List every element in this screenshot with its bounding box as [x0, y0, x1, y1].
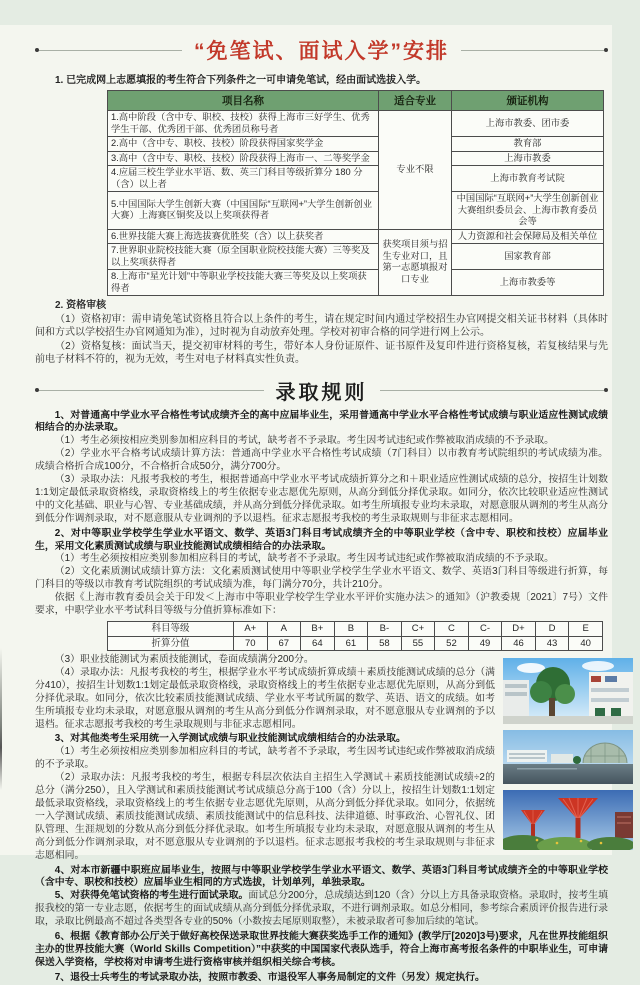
score-row-label: 折算分值: [108, 636, 234, 651]
grade-cell: C+: [401, 622, 435, 637]
grade-cell: B: [334, 622, 368, 637]
grade-cell: D: [535, 622, 569, 637]
brochure-page: [0, 25, 612, 983]
grade-cell: C: [435, 622, 469, 637]
grade-cell: B+: [301, 622, 335, 637]
major-scope-cell: 专业不限: [379, 111, 452, 230]
rule-paragraph: （2）学业水平合格考试成绩计算方法：普通高中学业水平合格性考试成绩（7门科目）以市教育考试院组织的考试成绩为准。成绩合格折合成100分，不合格折合成50分，满分700分。: [35, 448, 608, 473]
page-content: [0, 25, 612, 985]
red-supertree-sculptures-photo: [503, 790, 633, 850]
score-cell: 52: [435, 636, 469, 651]
score-cell: 46: [502, 636, 536, 651]
condition-item: 8.上海市“星光计划”中等职业学校技能大赛三等奖及以上奖项获得者: [108, 270, 379, 296]
score-cell: 64: [301, 636, 335, 651]
col-header-item: 项目名称: [108, 91, 379, 111]
condition-item: 5.中国国际大学生创新大赛（中国国际“互联网+”大学生创新创业大赛）上海赛区铜奖及以上奖项获得者: [108, 192, 379, 230]
rule-5-rest: 面试总分200分，总成绩达到120（含）分以上方具备录取资格。录取时，按考生填报我校的第一专业志愿，依据考生的面试成绩从高分到低分择优录取，不进行调剂录取。如总分相同，参考综合素质评价报告进行录取，录取比例最高不超过各类型各专业的50%（小数按去尾原则取整），未被录取者可参加后续的笔试。: [35, 890, 608, 928]
grade-cell: A+: [234, 622, 268, 637]
issuing-org: 上海市教委、团市委: [452, 111, 604, 137]
divider-dot: [604, 388, 608, 392]
table-row: [108, 151, 604, 166]
table-row: [108, 244, 604, 270]
rule-paragraph: 依据《上海市教育委员会关于印发＜上海市中等职业学校学生学业水平评价实施办法＞的通知》（沪教委规〔2021〕7号）文件要求，中职学业水平考试科目等级与分值折算标准如下：: [35, 592, 608, 617]
grade-row: [108, 622, 603, 637]
campus-street-photo: [503, 658, 633, 724]
exemption-conditions-table: [107, 90, 604, 296]
review-paragraph: （2）资格复核：面试当天，提交初审材料的考生，带好本人身份证原件、证书原件及复印件进行资格复核，若复核结果与先前电子材料不符的，视为无效，考生对电子材料真实性负责。: [35, 340, 608, 365]
rule-4-paragraph: 4、对本市新疆中职班应届毕业生，按照与中等职业学校学生学业水平语文、数学、英语3门科目考试成绩齐全的中等职业学校（含中专、职校和技校）应届毕业生相同的方式选拔，计划单列，单独录取。: [35, 864, 608, 889]
table-row: [108, 270, 604, 296]
rule-3-heading: 3、对其他类考生采用统一入学测试成绩与职业技能测试成绩相结合的办法录取。: [54, 733, 406, 745]
table-header-row: [108, 91, 604, 111]
divider-dot: [604, 48, 608, 52]
admission-rules-text: [35, 410, 608, 985]
rule-paragraph: （4）录取办法：凡报考我校的考生，根据学业水平考试成绩折算成绩＋素质技能测试成绩的总分（满分410），按招生计划数1:1划定最低录取资格线，录取资格线上的考生依据专业志愿优先原则，从高分到低分择优录取。如同分，依次比较素质技能测试成绩、学业水平考试所属的数学、英语、语文的成绩。如考生所填报专业均未录取，对愿意服从调剂的考生从高分到低分作调剂录取，对不愿意服从专业调剂的予以退档。征求志愿报考我校的考生录取规则与非征求志愿相同。: [35, 666, 495, 730]
grade-row-label: 科目等级: [108, 622, 234, 637]
condition-item: 6.世界技能大赛上海选拔赛优胜奖（含）以上获奖者: [108, 229, 379, 244]
condition-item: 1.高中阶段（含中专、职校、技校）获得上海市三好学生、优秀学生干部、优秀团干部、优秀团员称号者: [108, 111, 379, 137]
issuing-org: 上海市教委等: [452, 270, 604, 296]
rule-paragraph: （2）文化素质测试成绩计算方法：文化素质测试使用中等职业学校学生学业水平语文、数学、英语3门科目等级进行折算，每门科目的等级以市教育考试院组织的考试成绩为准，每门满分70分，共计210分。: [35, 566, 608, 591]
table-row: [108, 137, 604, 152]
issuing-org: 人力资源和社会保障局及相关单位: [452, 229, 604, 244]
grade-conversion-table: [107, 621, 603, 651]
exemption-intro: 1. 已完成网上志愿填报的考生符合下列条件之一可申请免笔试，经由面试选拔入学。: [55, 75, 427, 86]
grade-cell: C-: [468, 622, 502, 637]
issuing-org: 中国国际“互联网+”大学生创新创业大赛组织委员会、上海市教育委员会等: [452, 192, 604, 230]
divider-line: [380, 390, 605, 391]
score-cell: 67: [267, 636, 301, 651]
issuing-org: 上海市教育考试院: [452, 166, 604, 192]
review-heading: 2. 资格审核: [55, 300, 107, 311]
rule-7-paragraph: 7、退役士兵考生的考试录取办法，按照市教委、市退役军人事务局制定的文件（另发）规定执行。: [54, 971, 485, 983]
review-paragraph: （1）资格初审：需申请免笔试资格且符合以上条件的考生，请在规定时间内通过学校招生办官网提交相关证书材料（具体时间和方式以学校招生办官网通知为准），过时视为自动放弃处理。学校对初审合格的同学进行网上公示。: [35, 313, 608, 338]
score-cell: 49: [468, 636, 502, 651]
exemption-section-title-row: [35, 35, 608, 65]
grade-cell: B-: [368, 622, 402, 637]
rule-paragraph: （1）考生必须按相应类别参加相应科目的考试，缺考者不予录取，考生因考试违纪或作弊被取消成绩的不予录取。: [35, 746, 495, 771]
issuing-org: 上海市教委: [452, 151, 604, 166]
scan-artifact-line: [0, 648, 2, 790]
rule-5-lead: 5、对获得免笔试资格的考生进行面试录取。: [54, 890, 249, 902]
divider-line: [461, 50, 604, 51]
score-cell: 61: [334, 636, 368, 651]
rule-paragraph: （2）录取办法：凡报考我校的考生，根据专科层次依法自主招生入学测试＋素质技能测试成绩÷2的总分（满分250），且入学测试和素质技能测试考试成绩总分高于100（含）分以上，按招生计划数1:1划定最低录取资格线，录取资格线上的考生依据专业志愿优先原则，从高分到低分择优录取。如同分，依据统一入学测试成绩、素质技能测试成绩、素质技能测试中的信息科技、法律道德、时事政治、心智礼仪、团队管理、生涯规划的分数从高分到低分择优录取。如考生所填报专业均未录取，对愿意服从调剂的考生从高分到低分作调剂录取，对不愿意服从专业调剂的予以退档。征求志愿报考我校的考生录取规则与非征求志愿相同。: [35, 772, 495, 861]
rule-paragraph: （1）考生必须按相应类别参加相应科目的考试，缺考者不予录取。考生因考试违纪或作弊被取消成绩的不予录取。: [54, 435, 555, 447]
table-row: [108, 166, 604, 192]
issuing-org: 国家教育部: [452, 244, 604, 270]
rule-6-paragraph: 6、根据《教育部办公厅关于做好高校保送录取世界技能大赛获奖选手工作的通知》(教学厅[2020]3号)要求，凡在世界技能组织主办的世界技能大赛（World Skills Competition）”中获奖的中国国家代表队选手，符合上海市高考报名条件的中职毕业生，可申请保送入学资格，学校将对申请考生进行资格审核并组织相关综合考核。: [35, 931, 608, 968]
col-header-org: 颁证机构: [452, 91, 604, 111]
score-cell: 58: [368, 636, 402, 651]
grade-cell: A: [267, 622, 301, 637]
major-scope-cell: 获奖项目须与招生专业对口，且第一志愿填报对口专业: [379, 229, 452, 296]
table-row: [108, 111, 604, 137]
grade-cell: D+: [502, 622, 536, 637]
score-cell: 43: [535, 636, 569, 651]
rule-5-paragraph: [35, 890, 608, 929]
issuing-org: 教育部: [452, 137, 604, 152]
rule-1-heading: 1、对普通高中学业水平合格性考试成绩齐全的高中应届毕业生，采用普通高中学业水平合格性考试成绩与职业适应性测试成绩相结合的办法录取。: [35, 409, 608, 434]
score-row: [108, 636, 603, 651]
condition-item: 3.高中（含中专、职校、技校）阶段获得上海市一、二等奖学金: [108, 151, 379, 166]
condition-item: 2.高中（含中专、职校、技校）阶段获得国家奖学金: [108, 137, 379, 152]
condition-item: 4.应届三校生学业水平语、数、英三门科目等级折算分 180 分（含）以上者: [108, 166, 379, 192]
rule-paragraph: （3）职业技能测试为素质技能测试，卷面成绩满分200分。: [54, 654, 314, 665]
rule-paragraph: （1）考生必须按相应类别参加相应科目的考试，缺考者不予录取。考生因考试违纪或作弊被取消成绩的不予录取。: [54, 553, 555, 565]
lakeside-glass-dome-photo: [503, 730, 633, 784]
score-cell: 70: [234, 636, 268, 651]
condition-item: 7.世界职业院校技能大赛（原全国职业院校技能大赛）三等奖及以上奖项获得者: [108, 244, 379, 270]
rule-2-heading: 2、对中等职业学校学生学业水平语文、数学、英语3门科目考试成绩齐全的中等职业学校（含中专、职校和技校）应届毕业生，采用文化素质测试成绩与职业技能测试成绩相结合的办法录取。: [35, 527, 608, 552]
photo-column: [503, 658, 633, 856]
score-cell: 40: [569, 636, 603, 651]
divider-line: [39, 390, 264, 391]
grade-cell: E: [569, 622, 603, 637]
qualification-review-block: [35, 299, 608, 367]
table-row: [108, 229, 604, 244]
admission-section-title: 录取规则: [275, 381, 368, 404]
admission-section-title-row: [35, 376, 608, 405]
table-row: [108, 192, 604, 230]
exemption-section-title: “免笔试、面试入学”安排: [194, 40, 449, 63]
score-cell: 55: [401, 636, 435, 651]
divider-line: [39, 50, 182, 51]
rule-paragraph: （3）录取办法：凡报考我校的考生，根据普通高中学业水平考试成绩折算分之和＋职业适应性测试成绩的总分，按招生计划数1:1划定最低录取资格线，录取资格线上的考生依据专业志愿优先原则，从高分到低分择优录取。如同分，依次比较职业适应性测试中的文化基础、职业与心智、专业基础成绩，并从高分到低分择优录取。如考生所填报专业均未录取，对愿意服从调剂的考生从高分到低分作调剂录取，对不愿意服从专业调剂的予以退档。征求志愿报考我校的考生录取规则与非征求志愿相同。: [35, 474, 608, 524]
col-header-major: 适合专业: [379, 91, 452, 111]
